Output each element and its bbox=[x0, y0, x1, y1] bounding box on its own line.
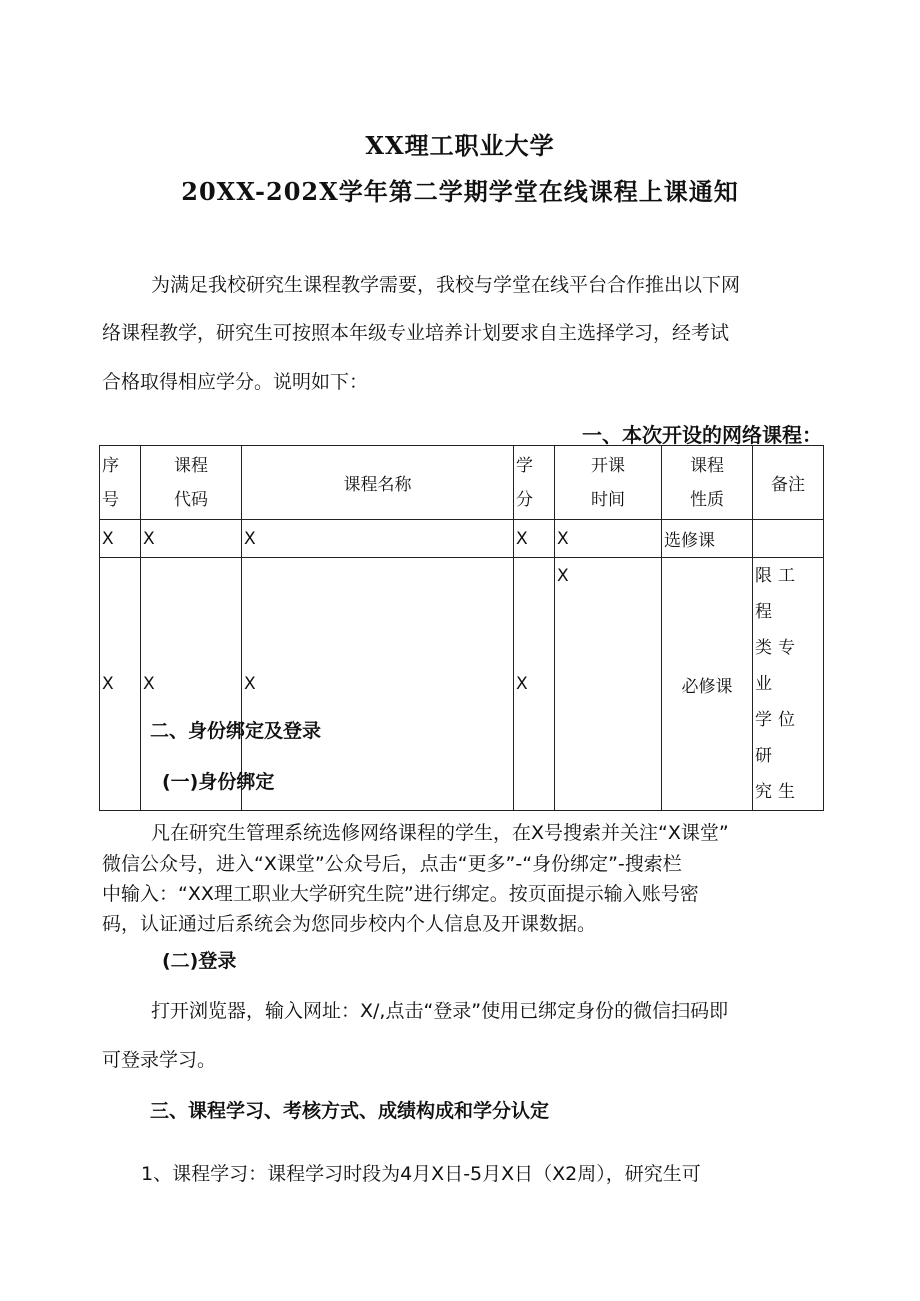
section-2-heading: 二、身份绑定及登录 bbox=[150, 720, 322, 742]
document-title-university: XX理工职业大学 bbox=[365, 131, 555, 160]
header-note: 备注 bbox=[753, 446, 824, 520]
cell-credit: X bbox=[514, 558, 555, 811]
binding-line-4: 码，认证通过后系统会为您同步校内个人信息及开课数据。 bbox=[102, 913, 597, 935]
note-line: 究生 bbox=[755, 782, 801, 802]
cell-code: X bbox=[141, 520, 242, 558]
cell-type: 必修课 bbox=[662, 558, 753, 811]
document-title-notice: 20XX-202X学年第二学期学堂在线课程上课通知 bbox=[181, 177, 739, 206]
header-type: 课程 性质 bbox=[662, 446, 753, 520]
header-time: 开课 时间 bbox=[555, 446, 662, 520]
note-line: 限工程 bbox=[755, 566, 801, 622]
intro-line-1: 为满足我校研究生课程教学需要，我校与学堂在线平台合作推出以下网 bbox=[151, 274, 741, 296]
courses-table bbox=[99, 445, 824, 811]
header-seq: 序 号 bbox=[100, 446, 141, 520]
cell-name: X bbox=[242, 520, 514, 558]
header-name: 课程名称 bbox=[242, 446, 514, 520]
cell-time: X bbox=[555, 520, 662, 558]
binding-line-2: 微信公众号，进入“X课堂”公众号后，点击“更多”-“身份绑定”-搜索栏 bbox=[102, 853, 682, 875]
cell-note bbox=[753, 558, 824, 811]
login-line-2: 可登录学习。 bbox=[102, 1049, 217, 1071]
cell-code: X bbox=[141, 558, 242, 811]
subsection-identity-binding-heading: (一)身份绑定 bbox=[162, 771, 275, 793]
course-study-line: 1、课程学习：课程学习时段为4月X日-5月X日（X2周），研究生可 bbox=[141, 1163, 701, 1185]
table-header-row bbox=[100, 446, 824, 520]
cell-seq: X bbox=[100, 520, 141, 558]
binding-line-1: 凡在研究生管理系统选修网络课程的学生，在X号搜索并关注“X课堂” bbox=[151, 822, 729, 844]
table-row bbox=[100, 520, 824, 558]
header-code: 课程 代码 bbox=[141, 446, 242, 520]
section-1-heading: 一、本次开设的网络课程： bbox=[582, 423, 822, 447]
cell-name: X bbox=[242, 558, 514, 811]
cell-note bbox=[753, 520, 824, 558]
cell-time: X bbox=[555, 558, 662, 811]
cell-type: 选修课 bbox=[662, 520, 753, 558]
cell-credit: X bbox=[514, 520, 555, 558]
cell-seq: X bbox=[100, 558, 141, 811]
note-line: 学位研 bbox=[755, 710, 801, 766]
login-line-1: 打开浏览器，输入网址：X/,点击“登录”使用已绑定身份的微信扫码即 bbox=[151, 1000, 729, 1022]
note-line: 类专业 bbox=[755, 638, 801, 694]
header-credit: 学 分 bbox=[514, 446, 555, 520]
binding-line-3: 中输入：“XX理工职业大学研究生院”进行绑定。按页面提示输入账号密 bbox=[102, 883, 699, 905]
subsection-login-heading: (二)登录 bbox=[162, 950, 237, 972]
intro-line-3: 合格取得相应学分。说明如下： bbox=[102, 371, 369, 393]
intro-line-2: 络课程教学，研究生可按照本年级专业培养计划要求自主选择学习，经考试 bbox=[102, 322, 730, 344]
section-3-heading: 三、课程学习、考核方式、成绩构成和学分认定 bbox=[150, 1100, 550, 1122]
